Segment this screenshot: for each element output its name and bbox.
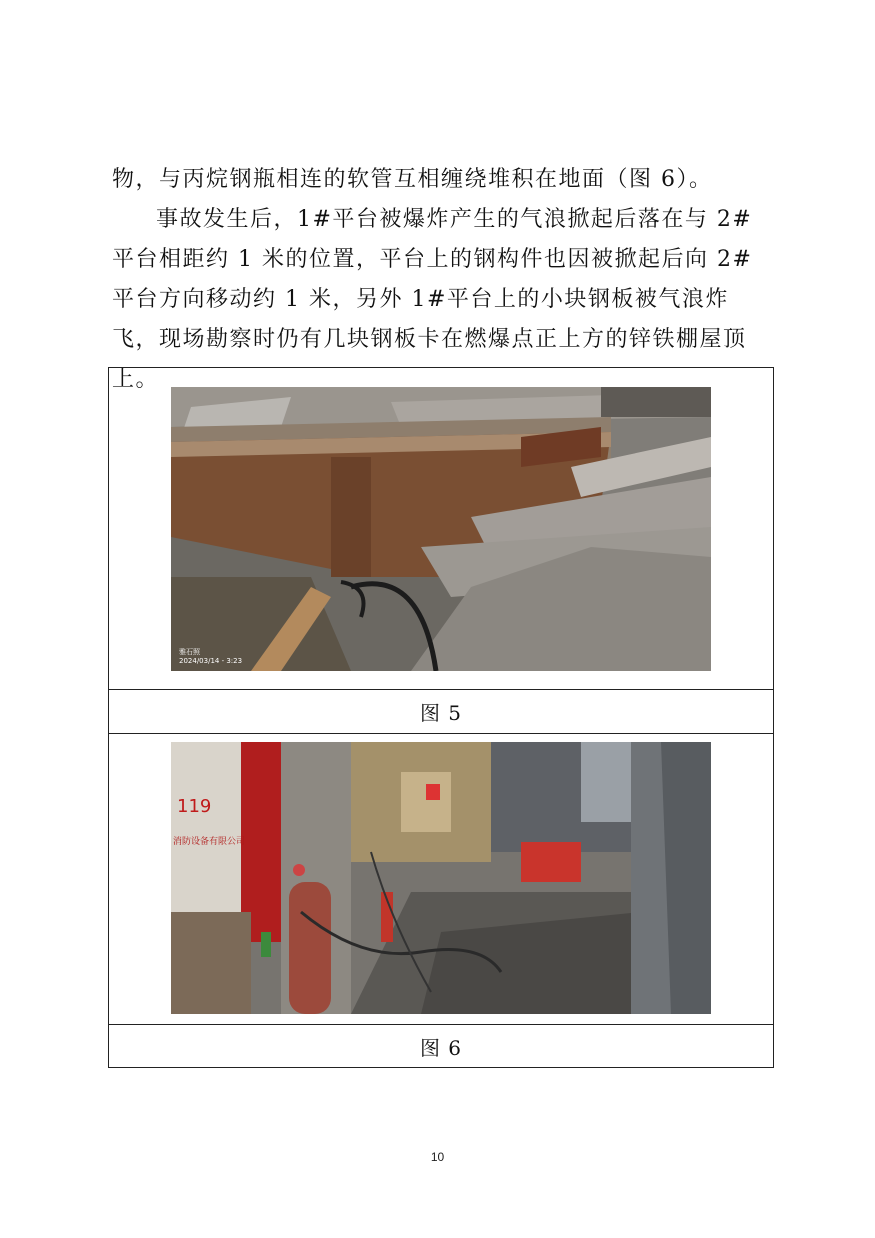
steel-debris-photo (171, 387, 711, 671)
figure-5-cell (109, 368, 773, 690)
paragraph-continuation: 物，与丙烷钢瓶相连的软管互相缠绕堆积在地面（图 6）。 (112, 167, 713, 192)
figure-5-photo (171, 387, 711, 671)
page-number: 10 (430, 1150, 445, 1164)
figure-6-photo (171, 742, 711, 1014)
sign-company-text: 消防设备有限公司 (173, 837, 246, 847)
sign-number: 119 (177, 796, 212, 817)
figure-6-cell (109, 734, 773, 1025)
workshop-scene-photo (171, 742, 711, 1014)
figure-table (108, 367, 774, 1068)
photo-timestamp-line2: 2024/03/14 - 3:23 (179, 657, 243, 665)
paragraph-accident-description: 事故发生后，1#平台被爆炸产生的气浪掀起后落在与 2#平台相距约 1 米的位置，平台上的钢构件也因被掀起后向 2#平台方向移动约 1 米，另外 1#平台上的小块钢板被气浪炸飞，现场勘察时仍有几块钢板卡在燃爆点正上方的锌铁棚屋顶上。 (112, 207, 753, 392)
photo-timestamp-line1: 雅石照 (179, 648, 200, 656)
figure-5-caption: 图 5 (109, 690, 773, 734)
figure-6-caption: 图 6 (419, 1035, 463, 1060)
